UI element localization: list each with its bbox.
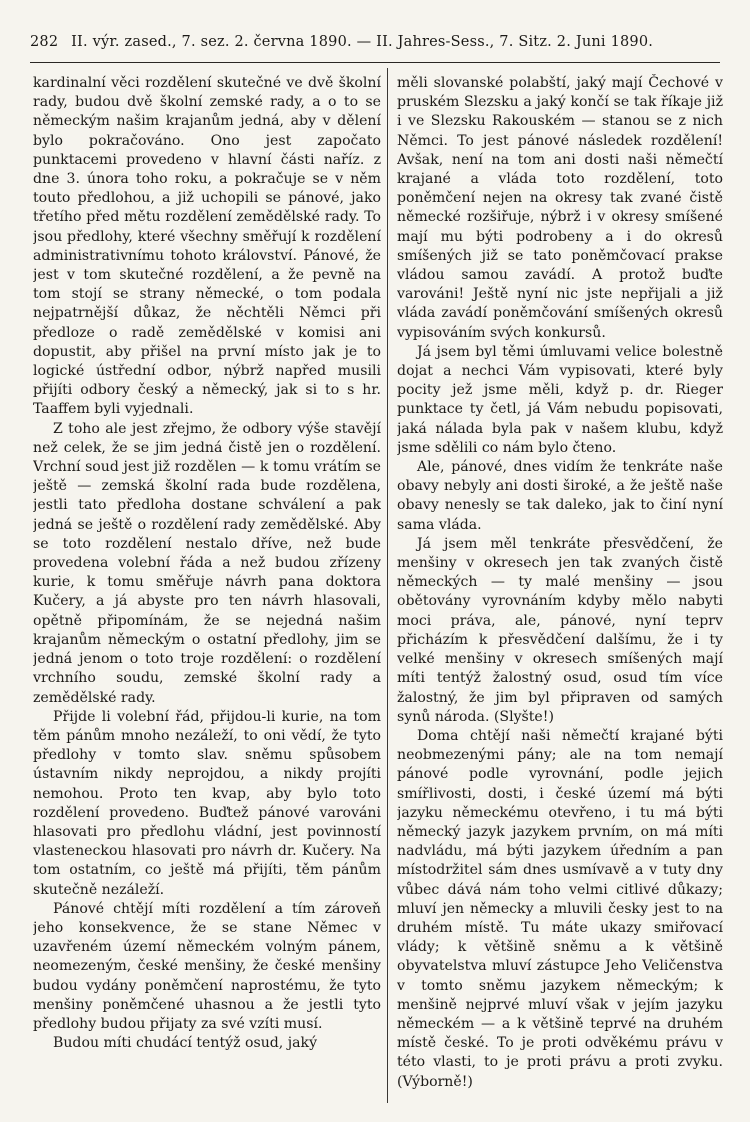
header-rule bbox=[30, 62, 720, 63]
paragraph: Budou míti chudácí tentýž osud, jaký bbox=[53, 1035, 318, 1052]
paragraph: Pánové chtějí míti rozdělení a tím zároveň jeho konsekvence, že se stane Němec v uzavřeném území německém volným pánem, neomezeným, české menšiny, že české menšiny budou vydány poněmčení naprostému, že tyto menšiny poněmčené uhasnou a že jestli tyto předlohy budou přijaty za své vzíti musí. bbox=[33, 900, 381, 1032]
page-header bbox=[30, 34, 720, 50]
paragraph: Já jsem měl tenkráte přesvědčení, že menšiny v okresech jen tak zvaných čistě německých — ty malé menšiny — jsou obětovány vyrovnáním kdyby mělo nabyti moci práva, ale, pánové, nyní teprv přicházím k přesvědčení dalšímu, že i ty velké menšiny v okresech smíšených mají míti tentýž žalostný osud, osud tím více žalostný, že jim byl připraven od samých synů národa. (Slyšte!) bbox=[397, 535, 723, 725]
paragraph: měli slovanské polabští, jaký mají Čechové v pruském Slezsku a jaký končí se tak říkaje již i ve Slezsku Rakouském — stanou se z nich Němci. To jest pánové následek rozdělení! Avšak, není na tom ani dosti naši němečtí krajané a vláda toto rozdělení, toto poněmčení nejen na okresy tak zvané čistě německé rozšiřuje, nýbrž i v okresy smíšené mají mu býti podrobeny a i do okresů smíšených již se tato poněmčovací prakse vládou samou zavádí. A protož buďte varováni! Ještě nyní nic jste nepřijali a již vláda zavádí poněmčování smíšených okresů vypisováním svých konkursů. bbox=[397, 75, 723, 341]
paragraph: Doma chtějí naši němečtí krajané býti neobmezenými pány; ale na tom nemají pánové podle vyrovnání, podle jejich smířlivosti, dosti, i české území má býti jazyku německému otevřeno, i tu má býti německý jazyk jazykem prvním, on má míti nadvládu, má býti jazykem úředním a pan místodržitel sám dnes usmívavě a v tuty dny vůbec dává nám toho velmi citlivé důkazy; mluví jen německy a mluvili česky jest to na druhém místě. Tu máte ukazy smiřovací vlády; k většině sněmu a k většině obyvatelstva mluví zástupce Jeho Veličenstva v tomto sněmu jazykem německým; k menšině nejprvé mluví však v jejím jazyku německém — a k většině teprvé na druhém místě české. To je proti odvěkému právu v této vlasti, to je proti právu a proti zvyku. (Výborně!) bbox=[397, 727, 723, 1090]
paragraph: Já jsem byl těmi úmluvami velice bolestně dojat a nechci Vám vypisovati, které byly pocity jež jsme měli, když p. dr. Rieger punktace ty četl, já Vám nebudu popisovati, jaká nálada byla pak v našem klubu, když jsme sdělili co nám bylo čteno. bbox=[397, 343, 723, 456]
running-title: II. výr. zased., 7. sez. 2. června 1890. — II. Jahres-Sess., 7. Sitz. 2. Juni 1890. bbox=[71, 34, 654, 50]
paragraph: Ale, pánové, dnes vidím že tenkráte naše obavy nebyly ani dosti široké, a že ještě naše obavy nenesly se tak daleko, jak to činí nyní sama vláda. bbox=[397, 459, 723, 533]
paragraph: Z toho ale jest zřejmo, že odbory výše stavějí než celek, že se jim jedná čistě jen o rozdělení. Vrchní soud jest již rozdělen — k tomu vrátím se ještě — zemská školní rada bude rozdělena, jestli tato předloha dostane schválení a pak jedná se ještě o rozdělení rady zemědělské. Aby se toto rozdělení nestalo dříve, než bude provedena volební řáda a než budou zřízeny kurie, k tomu směřuje návrh pana doktora Kučery, a já abyste pro ten návrh hlasovali, opětně připomínám, že se nejedná našim krajanům německým o ostatní předlohy, jim se jedná jenom o toto troje rozdělení: o rozdělení vrchního soudu, zemské školní rady a zemědělské rady. bbox=[33, 420, 381, 706]
right-column bbox=[397, 74, 723, 1114]
paragraph: Přijde li volební řád, přijdou-li kurie, na tom těm pánům mnoho nezáleží, to oni vědí, že tyto předlohy v tomto slav. sněmu spůsobem ústavním nikdy neprojdou, a nikdy projíti nemohou. Proto ten kvap, aby bylo toto rozdělení provedeno. Buďtež pánové varováni hlasovati pro předlohu vládní, jest povinností vlasteneckou hlasovati pro návrh dr. Kučery. Na tom ostatním, co ještě má přijíti, těm pánům skutečně nezáleží. bbox=[33, 708, 381, 898]
column-divider bbox=[387, 68, 388, 1103]
page-number: 282 bbox=[30, 34, 59, 50]
left-column bbox=[33, 74, 381, 1114]
paragraph: kardinalní věci rozdělení skutečné ve dvě školní rady, budou dvě školní zemské rady, a o to se německým našim krajanům jedná, aby v dělení bylo pokračováno. Ono jest započato punktacemi provedeno v hlavní části naříz. z dne 3. února toho roku, a pokračuje se v něm touto předlohou, a již uchopili se pánové, jako třetího před mětu rozdělení zemědělské rady. To jsou předlohy, které všechny směřují k rozdělení administrativnímu tohoto království. Pánové, že jest v tom skutečné rozdělení, a že pevně na tom stojí se strany německé, o tom podala nejpatrnější důkaz, že něchtěli Němci při předloze o radě zemědělské v komisi ani dopustit, aby přišel na první místo jak je to logické ústřední odbor, nýbrž napřed musili přijíti odbory český a německý, jak si to s hr. Taaffem byli vyjednali. bbox=[33, 75, 381, 418]
